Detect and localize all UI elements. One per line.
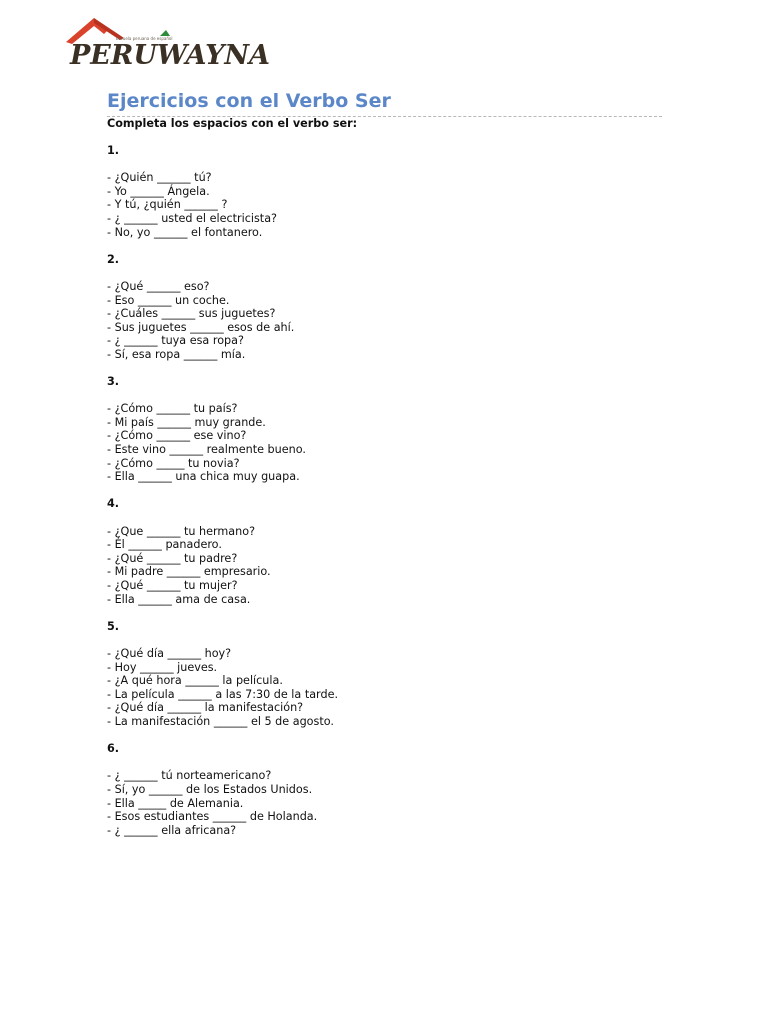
exercise-list [107,144,667,837]
logo-image [64,14,270,80]
exercise-block [107,742,667,837]
exercise-line: - Y tú, ¿quién ______ ? [107,198,228,212]
exercise-line: - Eso ______ un coche. [107,293,230,307]
peruwayna-logo [64,14,270,80]
exercise-block [107,144,667,253]
exercise-block [107,620,667,742]
exercise-block [107,497,667,619]
exercise-line: - ¿Qué ______ eso? [107,279,210,293]
exercise-number: 6. [107,742,120,756]
exercise-line: - Mi padre ______ empresario. [107,565,271,579]
instructions-text: Completa los espacios con el verbo ser: [107,117,358,130]
exercise-line: - ¿Qué día ______ hoy? [107,646,232,660]
exercise-line: - Él ______ panadero. [107,538,222,552]
exercise-line: - ¿Cuáles ______ sus juguetes? [107,307,276,321]
exercise-number: 4. [107,497,120,511]
exercise-line: - Sus juguetes ______ esos de ahí. [107,320,295,334]
exercise-line: - Mi país ______ muy grande. [107,415,266,429]
exercise-line: - ¿Cómo _____ tu novia? [107,456,240,470]
exercise-line: - ¿Cómo ______ tu país? [107,402,238,416]
exercise-line: - No, yo ______ el fontanero. [107,225,263,239]
exercise-line: - Esos estudiantes ______ de Holanda. [107,810,318,824]
exercise-line: - ¿Qué día ______ la manifestación? [107,701,304,715]
exercise-block [107,253,667,375]
exercise-line: - Ella ______ una chica muy guapa. [107,470,300,484]
exercise-line: - ¿Cómo ______ ese vino? [107,429,247,443]
exercise-line: - Ella _____ de Alemania. [107,796,244,810]
exercise-number: 3. [107,375,120,389]
exercise-line: - Hoy ______ jueves. [107,660,218,674]
exercise-line: - ¿A qué hora ______ la película. [107,674,283,688]
exercise-line: - ¿Que ______ tu hermano? [107,524,256,538]
exercise-line: - ¿ ______ ella africana? [107,823,237,837]
exercise-line: - ¿ ______ tú norteamericano? [107,769,272,783]
exercise-line: - ¿ ______ tuya esa ropa? [107,334,244,348]
exercise-number: 1. [107,144,120,157]
exercise-block [107,375,667,497]
exercise-line: - Ella ______ ama de casa. [107,592,251,606]
exercise-line: - ¿Qué ______ tu padre? [107,551,238,565]
logo-tagline: Escuela peruana de español [116,36,173,41]
exercise-line: - Sí, esa ropa ______ mía. [107,347,246,361]
exercise-number: 5. [107,619,120,633]
document-title: Ejercicios con el Verbo Ser [107,90,391,112]
exercise-line: - Este vino ______ realmente bueno. [107,443,306,457]
exercise-line: - La película ______ a las 7:30 de la tarde. [107,687,339,701]
exercise-line: - ¿ ______ usted el electricista? [107,211,277,225]
exercise-line: - La manifestación ______ el 5 de agosto. [107,714,334,728]
exercise-number: 2. [107,252,120,266]
exercise-line: - Yo ______ Ángela. [107,184,210,198]
exercise-line: - ¿Quién ______ tú? [107,171,212,185]
exercise-line: - ¿Qué ______ tu mujer? [107,579,238,592]
exercise-line: - Sí, yo ______ de los Estados Unidos. [107,782,313,796]
logo-brand-text: PERUWAYNA [70,40,270,71]
